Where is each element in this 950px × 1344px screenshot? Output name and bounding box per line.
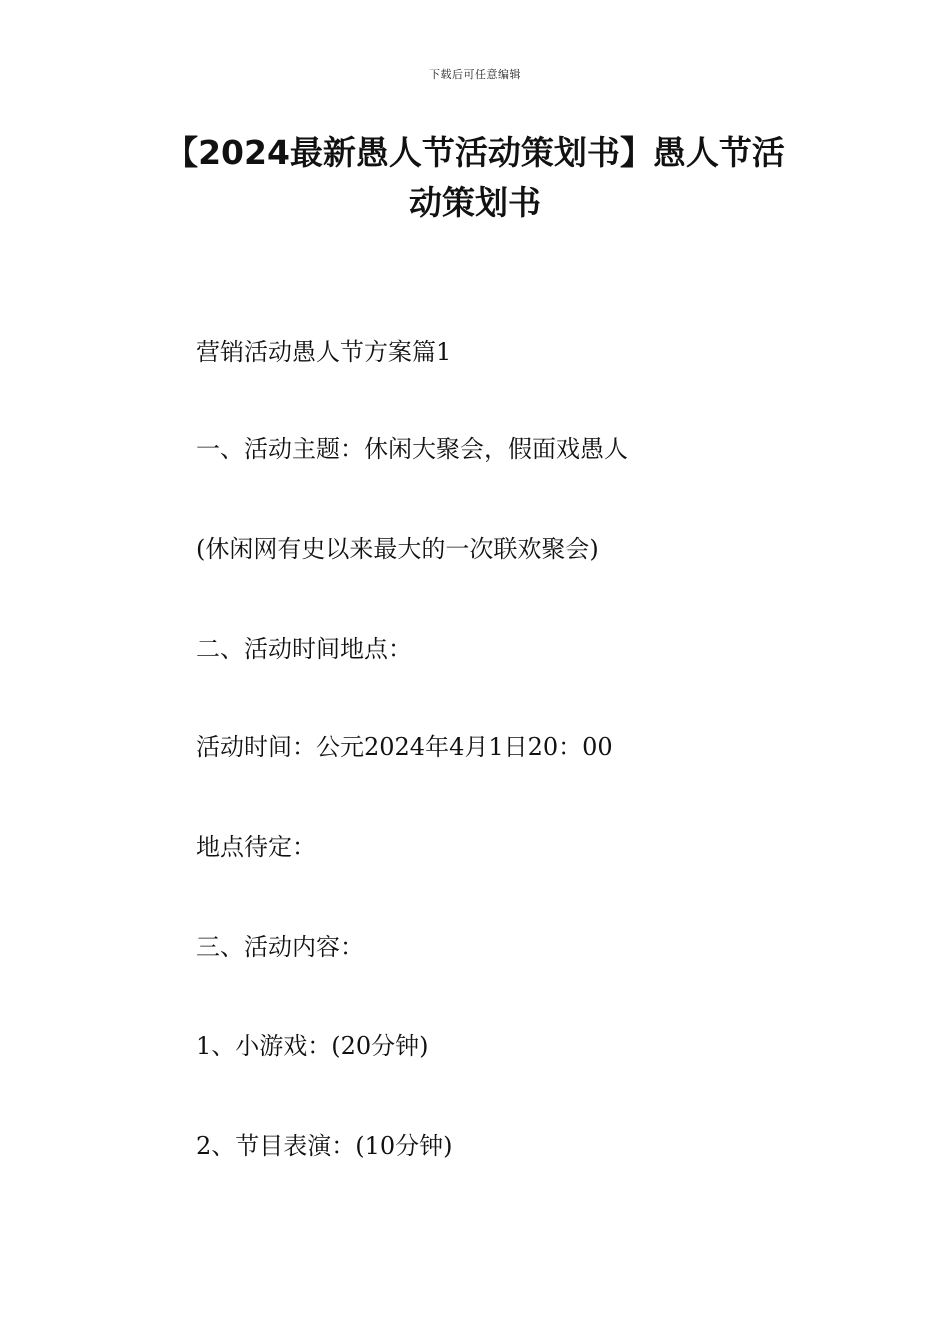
paragraph-item-1: 1、小游戏：(20分钟) — [196, 1032, 429, 1060]
paragraph-theme: 一、活动主题：休闲大聚会，假面戏愚人 — [196, 435, 628, 463]
paragraph-content-heading: 三、活动内容： — [196, 933, 364, 961]
header-note: 下载后可任意编辑 — [429, 68, 521, 81]
document-title — [130, 128, 820, 228]
paragraph-item-2: 2、节目表演：(10分钟) — [196, 1132, 453, 1160]
paragraph-time-place-heading: 二、活动时间地点： — [196, 635, 412, 663]
paragraph-location: 地点待定： — [196, 833, 316, 861]
paragraph-event-time: 活动时间：公元2024年4月1日20：00 — [196, 733, 613, 761]
paragraph-theme-note: (休闲网有史以来最大的一次联欢聚会) — [196, 535, 599, 563]
document-title-line-1: 【2024最新愚人节活动策划书】愚人节活 — [165, 133, 785, 172]
paragraph-section-heading: 营销活动愚人节方案篇1 — [196, 338, 452, 366]
document-title-line-2: 动策划书 — [409, 183, 541, 222]
